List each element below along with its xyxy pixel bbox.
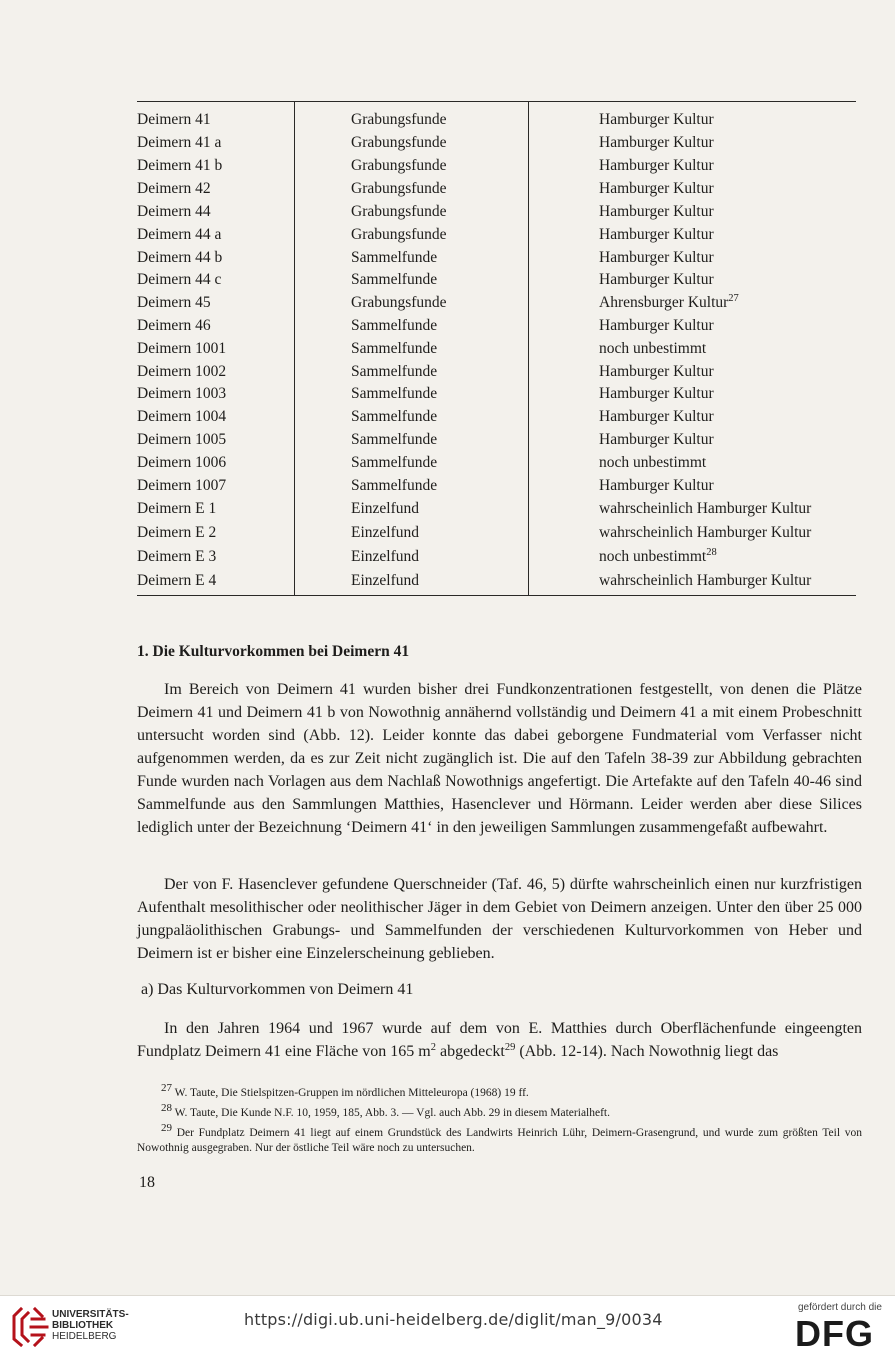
site-cell: Deimern 1005 — [137, 431, 227, 448]
paragraph: Der von F. Hasenclever gefundene Querschneider (Taf. 46, 5) dürfte wahrscheinlich einen nur kurzfristigen Aufenthalt mesolithischer oder neolithischer Jäger in dem Gebiet von Deimern anzeigen. Unter den über 25 000 jungpaläolithischen Grabungs- und Sammelfunden der verschiedenen Kulturvorkommen von Heber und Deimern ist er bisher eine Einzelerscheinung geblieben. — [137, 876, 862, 962]
table-row — [137, 201, 856, 223]
culture-cell: wahrscheinlich Hamburger Kultur — [599, 524, 812, 541]
viewer-footer — [0, 1295, 895, 1359]
site-cell: Deimern 1003 — [137, 385, 227, 402]
site-cell: Deimern 46 — [137, 317, 211, 334]
site-cell: Deimern E 4 — [137, 572, 217, 589]
table-row — [137, 546, 856, 568]
table-row — [137, 155, 856, 177]
find-type-cell: Einzelfund — [351, 524, 420, 541]
page-number: 18 — [139, 1174, 155, 1191]
culture-cell: Hamburger Kultur — [599, 317, 714, 334]
culture-cell: Hamburger Kultur — [599, 180, 714, 197]
culture-cell: wahrscheinlich Hamburger Kultur — [599, 500, 812, 517]
table-row — [137, 315, 856, 337]
find-type-cell: Sammelfunde — [351, 431, 438, 448]
site-cell: Deimern 41 b — [137, 157, 223, 174]
culture-cell: Hamburger Kultur — [599, 226, 714, 243]
table-row — [137, 570, 856, 592]
funding-note: gefördert durch die — [798, 1302, 882, 1313]
site-cell: Deimern 1006 — [137, 454, 227, 471]
site-cell: Deimern 41 — [137, 111, 211, 128]
culture-cell: Hamburger Kultur — [599, 203, 714, 220]
page-url-link[interactable]: https://digi.ub.uni-heidelberg.de/diglit/man_9/0034 — [244, 1310, 663, 1329]
table-row — [137, 269, 856, 291]
paragraph: In den Jahren 1964 und 1967 wurde auf dem von E. Matthies durch Oberflächenfunde eingeengten Fundplatz Deimern 41 eine Fläche von 165 m$^2$ abgedeckt$^{29}$ (Abb. 12-14). Nach Nowothnig liegt das — [137, 1020, 862, 1060]
table-row — [137, 132, 856, 154]
find-type-cell: Einzelfund — [351, 500, 420, 517]
culture-cell: Hamburger Kultur — [599, 363, 714, 380]
site-cell: Deimern E 2 — [137, 524, 217, 541]
footnote: $^{27}$ W. Taute, Die Stielspitzen-Gruppen im nördlichen Mitteleuropa (1968) 19 ff. — [161, 1082, 529, 1099]
find-type-cell: Grabungsfunde — [351, 134, 447, 151]
section-heading: 1. Die Kulturvorkommen bei Deimern 41 — [137, 643, 410, 660]
find-type-cell: Grabungsfunde — [351, 180, 447, 197]
footnote: $^{28}$ W. Taute, Die Kunde N.F. 10, 1959, 185, Abb. 3. — Vgl. auch Abb. 29 in diesem Materialheft. — [161, 1102, 610, 1119]
culture-cell: Hamburger Kultur — [599, 477, 714, 494]
table-row — [137, 383, 856, 405]
site-cell: Deimern 1002 — [137, 363, 227, 380]
culture-cell: Hamburger Kultur — [599, 111, 714, 128]
culture-cell: Hamburger Kultur — [599, 134, 714, 151]
find-type-cell: Sammelfunde — [351, 363, 438, 380]
site-cell: Deimern E 1 — [137, 500, 217, 517]
table-row — [137, 338, 856, 360]
university-library-logo-icon[interactable] — [11, 1305, 51, 1347]
table-row — [137, 522, 856, 544]
footnote-marker: 27 — [728, 293, 739, 304]
culture-cell: Hamburger Kultur — [599, 157, 714, 174]
find-type-cell: Einzelfund — [351, 548, 420, 565]
find-type-cell: Grabungsfunde — [351, 203, 447, 220]
find-type-cell: Sammelfunde — [351, 408, 438, 425]
site-cell: Deimern 1004 — [137, 408, 227, 425]
table-row — [137, 224, 856, 246]
table-row — [137, 247, 856, 269]
site-cell: Deimern E 3 — [137, 548, 217, 565]
table-row — [137, 429, 856, 451]
culture-cell: Ahrensburger Kultur$^{27}$ — [599, 293, 739, 311]
sites-table — [137, 101, 856, 596]
footnote-marker: 28 — [706, 547, 717, 558]
find-type-cell: Grabungsfunde — [351, 111, 447, 128]
table-row — [137, 109, 856, 131]
library-name[interactable]: UNIVERSITÄTS- BIBLIOTHEK HEIDELBERG — [52, 1309, 129, 1342]
subheading: a) Das Kulturvorkommen von Deimern 41 — [141, 981, 414, 998]
culture-cell: wahrscheinlich Hamburger Kultur — [599, 572, 812, 589]
find-type-cell: Sammelfunde — [351, 317, 438, 334]
site-cell: Deimern 44 c — [137, 271, 222, 288]
site-cell: Deimern 44 a — [137, 226, 222, 243]
culture-cell: Hamburger Kultur — [599, 408, 714, 425]
find-type-cell: Sammelfunde — [351, 340, 438, 357]
site-cell: Deimern 41 a — [137, 134, 222, 151]
find-type-cell: Sammelfunde — [351, 477, 438, 494]
find-type-cell: Einzelfund — [351, 572, 420, 589]
find-type-cell: Grabungsfunde — [351, 226, 447, 243]
site-cell: Deimern 1001 — [137, 340, 227, 357]
culture-cell: noch unbestimmt — [599, 454, 707, 471]
table-row — [137, 475, 856, 497]
culture-cell: Hamburger Kultur — [599, 271, 714, 288]
find-type-cell: Grabungsfunde — [351, 157, 447, 174]
table-row — [137, 406, 856, 428]
culture-cell: noch unbestimmt — [599, 340, 707, 357]
find-type-cell: Sammelfunde — [351, 385, 438, 402]
culture-cell: Hamburger Kultur — [599, 249, 714, 266]
site-cell: Deimern 45 — [137, 294, 211, 311]
culture-cell: Hamburger Kultur — [599, 431, 714, 448]
footnote: $^{29}$ Der Fundplatz Deimern 41 liegt auf einem Grundstück des Landwirts Heinrich Lühr, Deimern-Grasengrund, und wurde zum größten Teil von Nowothnig ausgegraben. Nur der östliche Teil wäre noch zu untersuchen. — [137, 1122, 862, 1155]
culture-cell: Hamburger Kultur — [599, 385, 714, 402]
table-row — [137, 498, 856, 520]
site-cell: Deimern 42 — [137, 180, 211, 197]
dfg-logo[interactable]: DFG — [795, 1313, 874, 1354]
table-row — [137, 361, 856, 383]
find-type-cell: Grabungsfunde — [351, 294, 447, 311]
table-row — [137, 452, 856, 474]
site-cell: Deimern 44 b — [137, 249, 223, 266]
paragraph: Im Bereich von Deimern 41 wurden bisher drei Fundkonzentrationen festgestellt, von denen die Plätze Deimern 41 und Deimern 41 b von Nowothnig annähernd vollständig und Deimern 41 a mit einem Probeschnitt untersucht worden sind (Abb. 12). Leider konnte das dabei geborgene Fundmaterial vom Verfasser nicht aufgenommen werden, da es zur Zeit nicht zugänglich ist. Die auf den Tafeln 38-39 zur Abbildung gebrachten Funde wurden nach Vorlagen aus dem Nachlaß Nowothnigs angefertigt. Die Artefakte auf den Tafeln 40-46 sind Sammelfunde aus den Sammlungen Matthies, Hasenclever und Hörmann. Leider werden aber diese Silices lediglich unter der Bezeichnung ‘Deimern 41‘ in den jeweiligen Sammlungen zusammengefaßt aufbewahrt. — [137, 681, 862, 836]
find-type-cell: Sammelfunde — [351, 271, 438, 288]
table-row — [137, 178, 856, 200]
find-type-cell: Sammelfunde — [351, 454, 438, 471]
site-cell: Deimern 44 — [137, 203, 211, 220]
find-type-cell: Sammelfunde — [351, 249, 438, 266]
culture-cell: noch unbestimmt$^{28}$ — [599, 547, 717, 565]
table-row — [137, 292, 856, 314]
site-cell: Deimern 1007 — [137, 477, 227, 494]
